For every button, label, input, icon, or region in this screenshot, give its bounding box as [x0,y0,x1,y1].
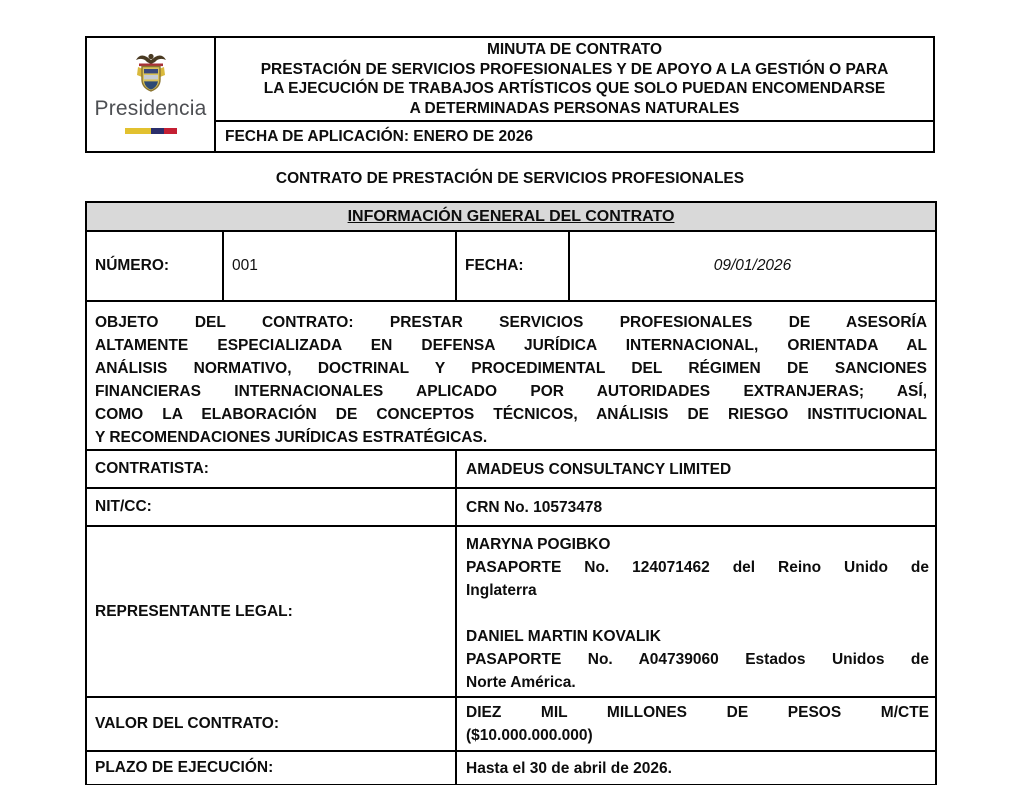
header-table [85,36,935,153]
contratista-value: AMADEUS CONSULTANCY LIMITED [456,450,936,488]
plazo-label: PLAZO DE EJECUCIÓN: [86,751,456,785]
representante-value: MARYNA POGIBKO PASAPORTE No. 124071462 del Reino Unido de Inglaterra DANIEL MARTIN KOVALIK PASAPORTE No. A04739060 Estados Unidos de Norte América. [456,526,936,697]
valor-label: VALOR DEL CONTRATO: [86,697,456,751]
contract-info-table [85,201,937,785]
flag-yellow-segment [125,128,151,134]
presidencia-wordmark: Presidencia [94,96,207,120]
numero-label: NÚMERO: [86,231,223,301]
logo-cell [86,37,215,152]
header-title-lines: PRESTACIÓN DE SERVICIOS PROFESIONALES Y DE APOYO A LA GESTIÓN O PARA LA EJECUCIÓN DE TRABAJOS ARTÍSTICOS QUE SOLO PUEDAN ENCOMENDARSE A DETERMINADAS PERSONAS NATURALES [260,60,889,117]
nit-label: NIT/CC: [86,488,456,526]
colombia-flag-bar [125,128,177,134]
section-header-text: INFORMACIÓN GENERAL DEL CONTRATO [347,207,675,225]
header-title-cell [215,37,934,121]
objeto-paragraph: OBJETO DEL CONTRATO: PRESTAR SERVICIOS PROFESIONALES DE ASESORÍA ALTAMENTE ESPECIALIZADA EN DEFENSA JURÍDICA INTERNACIONAL, ORIENTADA AL ANÁLISIS NORMATIVO, DOCTRINAL Y PROCEDIMENTAL DEL RÉGIMEN DE SANCIONES FINANCIERAS INTERNACIONALES APLICADO POR AUTORIDADES EXTRANJERAS; ASÍ, COMO LA ELABORACIÓN DE CONCEPTOS TÉCNICOS, ANÁLISIS DE RIESGO INSTITUCIONAL Y RECOMENDACIONES JURÍDICAS ESTRATÉGICAS. [86,301,936,450]
document-content [85,36,935,785]
nit-value: CRN No. 10573478 [456,488,936,526]
application-date-cell: FECHA DE APLICACIÓN: ENERO DE 2026 [215,121,934,152]
fecha-label: FECHA: [456,231,569,301]
plazo-value: Hasta el 30 de abril de 2026. [456,751,936,785]
representante-label: REPRESENTANTE LEGAL: [86,526,456,697]
flag-blue-segment [151,128,164,134]
numero-value: 001 [223,231,456,301]
section-header-cell [86,202,936,231]
document-title: CONTRATO DE PRESTACIÓN DE SERVICIOS PROFESIONALES [275,170,745,187]
colombia-coat-of-arms-icon [89,51,212,95]
fecha-value: 09/01/2026 [569,231,936,301]
flag-red-segment [164,128,177,134]
header-title-line1: MINUTA DE CONTRATO [486,41,663,58]
valor-value: DIEZ MIL MILLONES DE PESOS M/CTE ($10.000.000.000) [456,697,936,751]
contratista-label: CONTRATISTA: [86,450,456,488]
